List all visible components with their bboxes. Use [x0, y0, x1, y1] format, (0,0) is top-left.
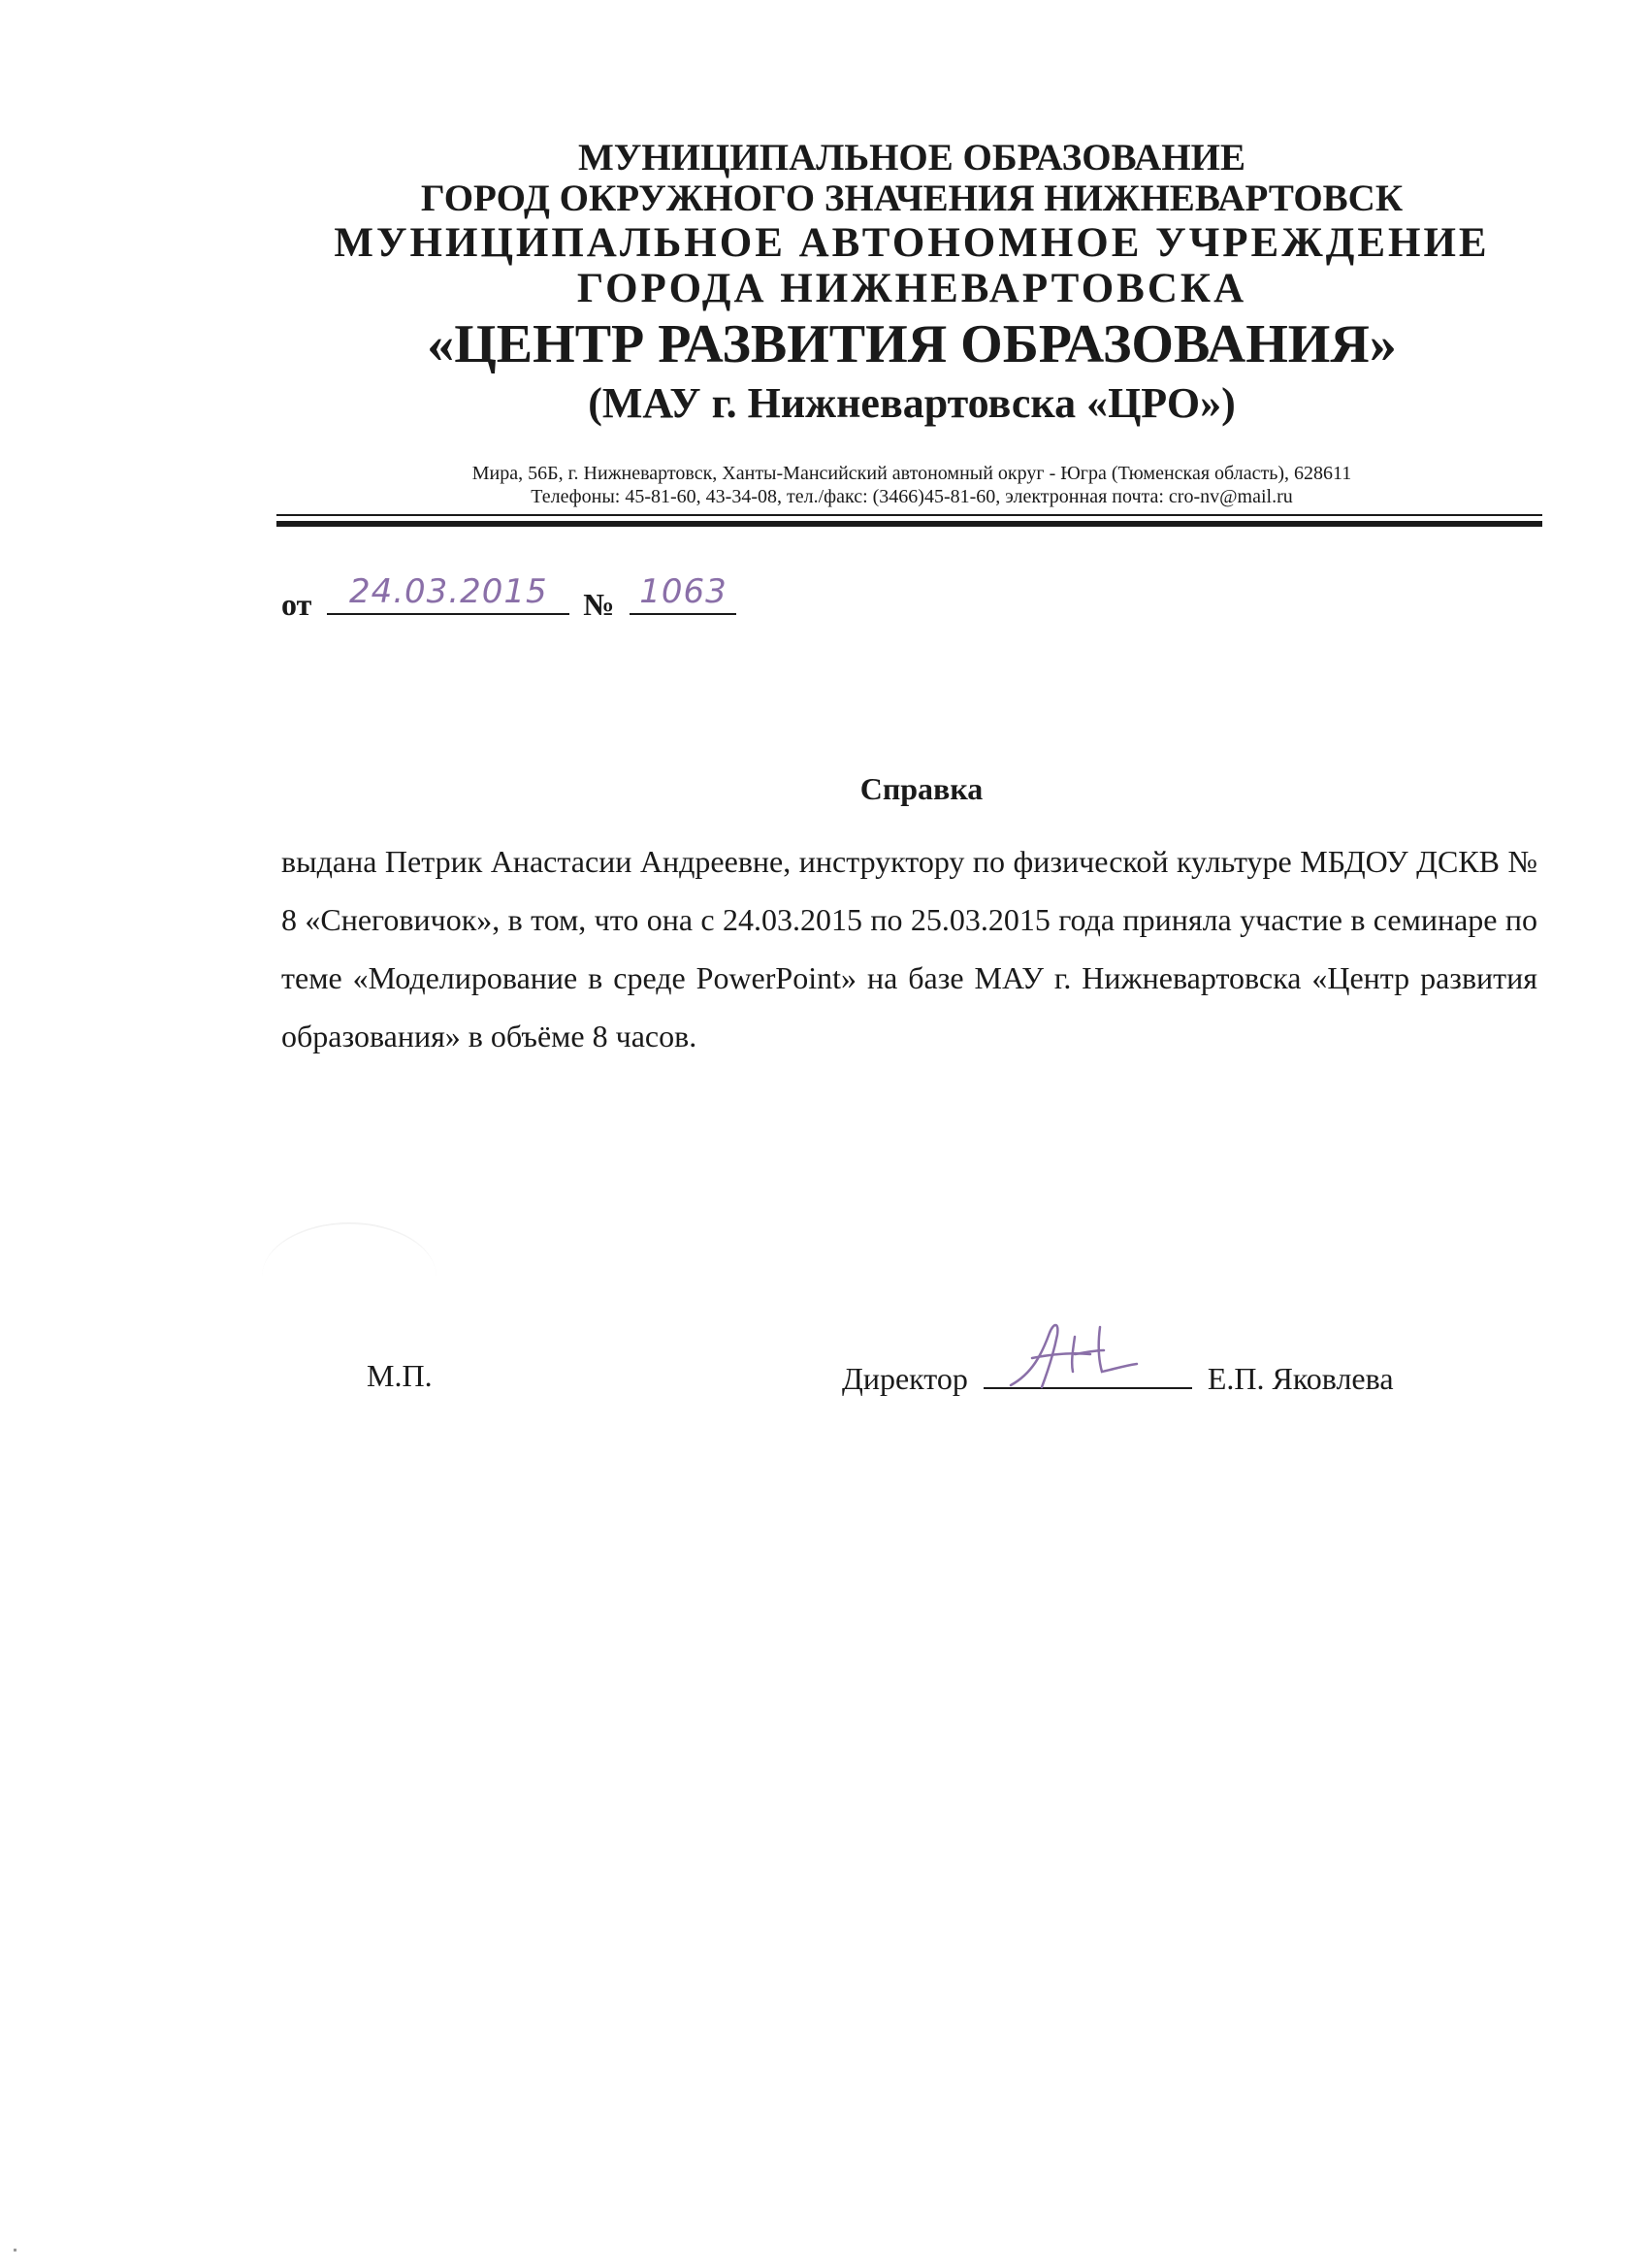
handwritten-signature — [1003, 1315, 1148, 1393]
letterhead-city: ГОРОД ОКРУЖНОГО ЗНАЧЕНИЯ НИЖНЕВАРТОВСК — [420, 178, 1404, 220]
letterhead-municipality: МУНИЦИПАЛЬНОЕ ОБРАЗОВАНИЕ — [577, 137, 1246, 178]
letterhead — [272, 138, 1552, 426]
letterhead-organization-abbr: (МАУ г. Нижневартовска «ЦРО») — [588, 378, 1236, 427]
scan-speck — [14, 2249, 16, 2252]
faint-stamp-mark — [262, 1222, 436, 1331]
letterhead-institution-type: МУНИЦИПАЛЬНОЕ АВТОНОМНОЕ УЧРЕЖДЕНИЕ — [334, 220, 1490, 267]
signature-field — [984, 1358, 1192, 1389]
number-prefix: № — [583, 587, 615, 622]
signer-name: Е.П. Яковлева — [1207, 1361, 1394, 1396]
signer-position: Директор — [842, 1361, 968, 1396]
letterhead-contacts — [291, 462, 1533, 508]
date-prefix: от — [281, 587, 312, 622]
handwritten-date: 24.03.2015 — [348, 572, 548, 611]
reference-line — [281, 572, 736, 623]
phones-text: Телефоны: 45-81-60, 43-34-08, тел./факс: (3466)45-81-60, электронная почта: cro-nv@mail.ru — [531, 486, 1293, 507]
number-field — [630, 572, 736, 615]
letterhead-institution-city: ГОРОДА НИЖНЕВАРТОВСКА — [576, 265, 1247, 311]
address-text: Мира, 56Б, г. Нижневартовск, Ханты-Мансийский автономный округ - Югра (Тюменская область), 628611 — [471, 463, 1352, 484]
document-body: выдана Петрик Анастасии Андреевне, инструктору по физической культуре МБДОУ ДСКВ № 8 «Снеговичок», в том, что она с 24.03.2015 по 25.03.2015 года приняла участие в семинаре по теме «Моделирование в среде PowerPoint» на базе МАУ г. Нижневартовска «Центр развития образования» в объёме 8 часов. — [281, 844, 1537, 1053]
signature-line — [842, 1358, 1394, 1397]
handwritten-number: 1063 — [639, 572, 728, 611]
date-field — [327, 572, 569, 615]
stamp-place-label: М.П. — [367, 1358, 433, 1393]
letterhead-divider-thick — [276, 521, 1542, 527]
letterhead-organization-name: «ЦЕНТР РАЗВИТИЯ ОБРАЗОВАНИЯ» — [427, 314, 1397, 375]
document-title: Справка — [859, 771, 984, 806]
letterhead-divider-thin — [276, 514, 1542, 516]
